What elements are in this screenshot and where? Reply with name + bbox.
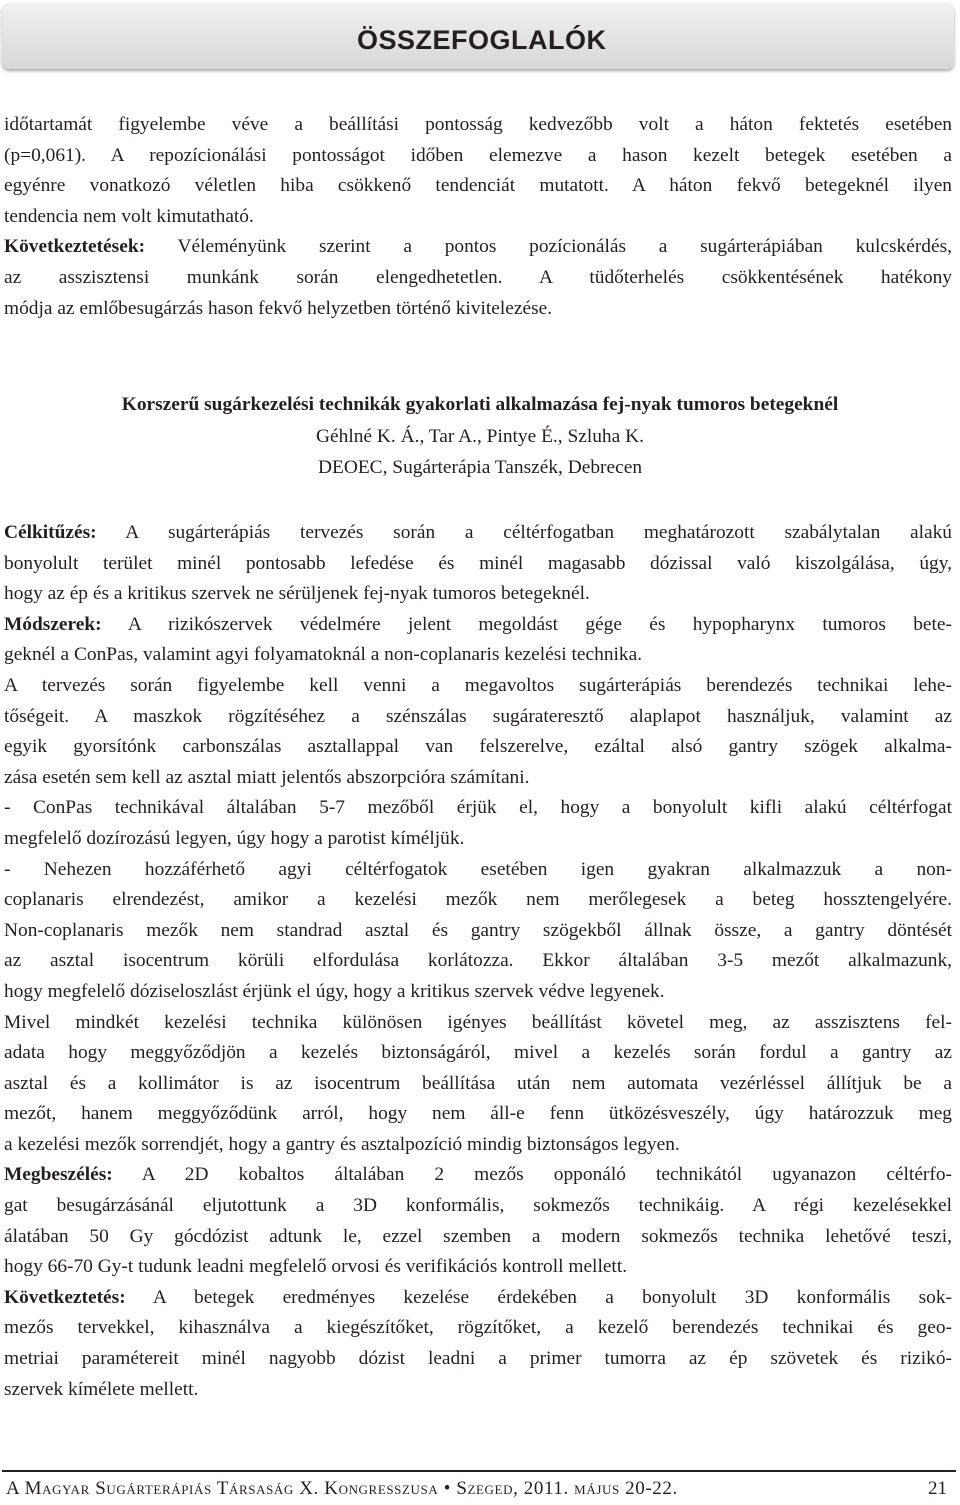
text-line: mezőt, hanem meggyőződünk arról, hogy nem áll-e fenn ütközésveszély, úgy határozzuk meg <box>4 1103 952 1125</box>
text-line: (p=0,061). A repozícionálási pontosságot időben elemezve a hason kezelt betegek esetében a <box>4 144 952 166</box>
text-line: adata hogy meggyőződjön a kezelés biztonságáról, mivel a kezelés során fordul a gantry az <box>4 1042 952 1064</box>
text-line: - Nehezen hozzáférhető agyi céltérfogatok esetében igen gyakran alkalmazzuk a non- <box>4 858 952 880</box>
text-line: egyénre vonatkozó véletlen hiba csökkenő tendenciát mutatott. A háton fekvő betegeknél ilyen <box>4 175 952 197</box>
text-line: - ConPas technikával általában 5-7 mezőből érjük el, hogy a bonyolult kifli alakú céltérfogat <box>4 797 952 819</box>
text-line: Non-coplanaris mezők nem standrad asztal és gantry szögekből állnak össze, a gantry döntését <box>4 919 952 941</box>
text-line: A tervezés során figyelembe kell venni a megavoltos sugárterápiás berendezés technikai lehe- <box>4 674 952 696</box>
section-header-bar <box>2 3 954 69</box>
text-line: a kezelési mezők sorrendjét, hogy a gantry és asztalpozíció mindig biztonságos legyen. <box>4 1133 680 1155</box>
prev-abstract-text <box>4 110 952 324</box>
text-line: tendencia nem volt kimutatható. <box>4 205 254 227</box>
text-line: bonyolult terület minél pontosabb lefedése és minél magasabb dózissal való kiszolgálása, úgy, <box>4 552 952 574</box>
footer-conference: A Magyar Sugárterápiás Társaság X. Kongresszusa • Szeged, 2011. május 20-22. <box>6 1478 678 1499</box>
abstract-body: Célkitűzés: A sugárterápiás tervezés során a céltérfogatban meghatározott szabálytalan alakú bonyolult terület minél pontosabb lefedése és minél magasabb dózissal való kiszolgálása, úgy, hogy az ép és a kritikus szervek ne sérüljenek fej-nyak tumoros betegeknél. Módszerek: A rizikószervek védelmére jelent megoldást gége és hypopharynx tumoros bete- geknél a ConPas, valamint agyi folyamatoknál a non-coplanaris kezelési technika. A tervezés során figyelembe kell venni a megavoltos sugárterápiás berendezés technikai lehe- tőségeit. A maszkok rögzítéséhez a szénszálas sugárateresztő alaplapot használjuk, valamint az egyik gyorsítónk carbonszálas asztallappal van felszerelve, ezáltal alsó gantry szögek alkalma- zása esetén sem kell az asztal miatt jelentős abszorpcióra számítani. - ConPas technikával általában 5-7 mezőből érjük el, hogy a bonyolult kifli alakú céltérfogat megfelelő dozírozású legyen, úgy hogy a parotist kíméljük. - Nehezen hozzáférhető agyi céltérfogatok esetében igen gyakran alkalmazzuk a non- coplanaris elrendezést, amikor a kezelési mezők nem merőlegesek a beteg hossztengelyére. Non-coplanaris mezők nem standrad asztal és gantry szögekből állnak össze, a gantry döntését az asztal isocentrum körüli elfordulása korlátozza. Ekkor általában 3-5 mezőt alkalmazunk, hogy megfelelő dóziseloszlást érjünk el úgy, hogy a kritikus szervek védve legyenek. Mivel mindkét kezelési technika különösen igényes beállítást követel meg, az asszisztens fel- adata hogy meggyőződjön a kezelés biztonságáról, mivel a kezelés során fordul a gantry az asztal és a kollimátor is az isocentrum beállítása után nem automata vezérléssel állítjuk be a mezőt, hanem meggyőződünk arról, hogy nem áll-e fenn ütközésveszély, úgy határozzuk meg a kezelési mezők sorrendjét, hogy a gantry és asztalpozíció mindig biztonságos legyen. Megbeszélés: A 2D kobaltos általában 2 mezős opponáló technikától ugyanazon céltérfo- gat besugárzásánál eljutottunk a 3D konformális, sokmezős technikáig. A régi kezelésekkel álatában 50 Gy gócdózist adtunk le, ezzel szemben a modern sokmezős technika lehetővé teszi, hogy 66-70 Gy-t tudunk leadni megfelelő orvosi és verifikációs kontroll mellett. Következtetés: A betegek eredményes kezelése érdekében a bonyolult 3D konformális sok- mezős tervekkel, kihasználva a kiegészítőket, rögzítőket, a kezelő berendezés technikai és geo- metriai paramétereit minél nagyobb dózist leadni a primer tumorra az ép szövetek és rizikó- szervek kímélete mellett. <box>4 518 952 1405</box>
footer-divider <box>2 1470 956 1472</box>
page-number: 21 <box>928 1478 947 1499</box>
text-line: gat besugárzásánál eljutottunk a 3D konformális, sokmezős technikáig. A régi kezelésekkel <box>4 1195 952 1217</box>
text-line: hogy 66-70 Gy-t tudunk leadni megfelelő orvosi és verifikációs kontroll mellett. <box>4 1256 628 1278</box>
text-line: hogy az ép és a kritikus szervek ne sérüljenek fej-nyak tumoros betegeknél. <box>4 583 590 605</box>
text-line: módja az emlőbesugárzás hason fekvő helyzetben történő kivitelezése. <box>4 297 553 319</box>
text-line: az asszisztensi munkánk során elengedhetetlen. A tüdőterhelés csökkentésének hatékony <box>4 266 952 288</box>
text-line: szervek kímélete mellett. <box>4 1378 199 1400</box>
text-line: hogy megfelelő dóziseloszlást érjünk el úgy, hogy a kritikus szervek védve legyenek. <box>4 980 665 1002</box>
conclusion-label: Következtetés: <box>4 1286 126 1308</box>
abstract-affiliation: DEOEC, Sugárterápia Tanszék, Debrecen <box>317 457 643 478</box>
section-title: ÖSSZEFOGLALÓK <box>357 25 607 55</box>
text-line: metriai paramétereit minél nagyobb dózist leadni a primer tumorra az ép szövetek és rizikó- <box>4 1348 952 1370</box>
text-line: coplanaris elrendezést, amikor a kezelési mezők nem merőlegesek a beteg hossztengelyére. <box>4 889 952 911</box>
text-line: az asztal isocentrum körüli elfordulása korlátozza. Ekkor általában 3-5 mezőt alkalmazunk, <box>4 950 952 972</box>
aim-label: Célkitűzés: <box>4 522 97 543</box>
text-line: álatában 50 Gy gócdózist adtunk le, ezzel szemben a modern sokmezős technika lehetővé teszi, <box>4 1225 952 1247</box>
text-line: Mivel mindkét kezelési technika különösen igényes beállítást követel meg, az asszisztens fel- <box>4 1011 952 1033</box>
methods-label: Módszerek: <box>4 613 102 635</box>
discussion-label: Megbeszélés: <box>4 1164 113 1186</box>
text-line: mezős tervekkel, kihasználva a kiegészítőket, rögzítőket, a kezelő berendezés technikai és geo- <box>4 1317 952 1339</box>
text-line: tőségeit. A maszkok rögzítéséhez a szénszálas sugárateresztő alaplapot használjuk, valamint az <box>4 705 952 727</box>
text-line: Véleményünk szerint a pontos pozícionálás a sugárterápiában kulcskérdés, <box>145 236 952 258</box>
text-line: időtartamát figyelembe véve a beállítási pontosság kedvezőbb volt a háton fektetés esetében <box>4 114 952 135</box>
text-line: egyik gyorsítónk carbonszálas asztallappal van felszerelve, ezáltal alsó gantry szögek alkalma- <box>4 736 952 758</box>
text-line: asztal és a kollimátor is az isocentrum beállítása után nem automata vezérléssel állítjuk be a <box>4 1072 952 1094</box>
text-line: geknél a ConPas, valamint agyi folyamatoknál a non-coplanaris kezelési technika. <box>4 644 643 666</box>
abstract-authors: Géhlné K. Á., Tar A., Pintye É., Szluha K. <box>316 426 644 447</box>
text-line: zása esetén sem kell az asztal miatt jelentős abszorpcióra számítani. <box>4 766 530 788</box>
conclusions-label: Következtetések: <box>4 236 146 258</box>
abstract-title: Korszerű sugárkezelési technikák gyakorlati alkalmazása fej-nyak tumoros betegeknél <box>121 394 839 415</box>
text-line: megfelelő dozírozású legyen, úgy hogy a parotist kíméljük. <box>4 827 465 849</box>
